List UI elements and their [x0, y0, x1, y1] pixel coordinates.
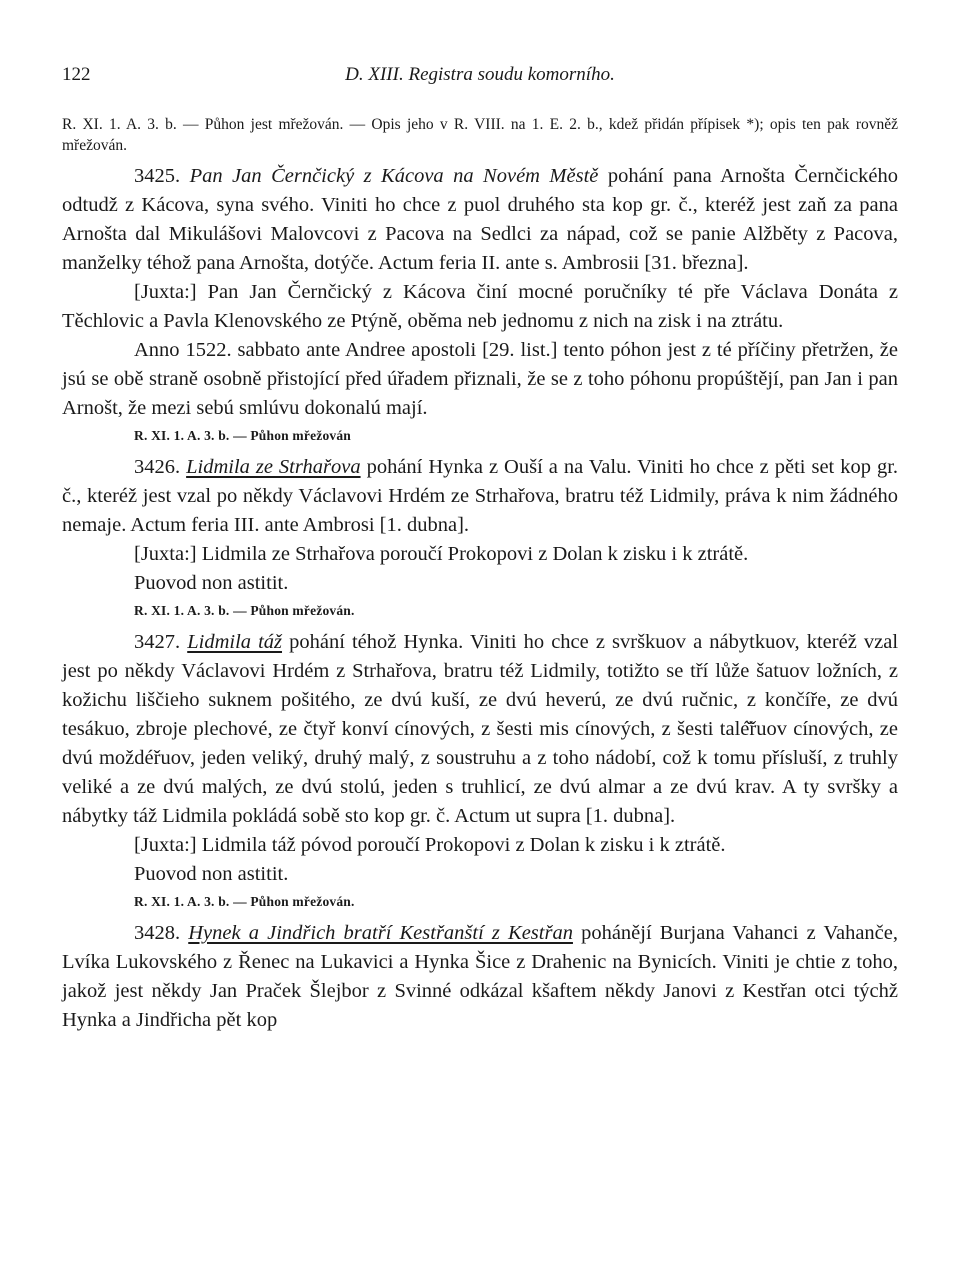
entry-3428	[62, 919, 898, 1035]
entry-number: 3426.	[134, 456, 181, 478]
entry-juxta: [Juxta:] Pan Jan Černčický z Kácova činí mocné poručníky té pře Václava Donáta z Těchlovic a Pavla Klenovského ze Ptýně, oběma neb jednomu z nich na zisk i na ztrátu.	[62, 281, 898, 332]
entry-juxta: [Juxta:] Lidmila ze Strhařova poroučí Prokopovi z Dolan k zisku i k ztrátě.	[134, 543, 749, 565]
top-note: R. XI. 1. A. 3. b. — Půhon jest mřežován. — Opis jeho v R. VIII. na 1. E. 2. b., kdež přidán přípisek *); opis ten pak rovněž mřežován.	[62, 116, 898, 154]
entry-number: 3428.	[134, 922, 181, 944]
entry-text: pohánějí Burjana Vahanci z Vahanče, Lvíka Lukovského z Řenec na Lukavici a Hynka Šice z Drahenic na Bynicích. Viniti je chtie z toho, jakož jest někdy Jan Praček Šlejbor z Svinné odkázal kšaftem někdy Janovi z Kestřan otci týchž Hynka a Jindřicha pět kop	[62, 922, 898, 1031]
entry-3425	[62, 162, 898, 278]
entry-text: pohání Hynka z Ouší a na Valu. Viniti ho chce z pěti set kop gr. č., kteréž jest vzal po někdy Václavovi Hrdém ze Strhařova, bratru též Lidmily, práva k nim žádného nemaje. Actum feria III. ante Ambrosi [1. dubna].	[62, 456, 899, 536]
entry-text: pohání téhož Hynka. Viniti ho chce z svrškuov a nábytkuov, kteréž vzal jest po někdy Václavovi Hrdém z Strhařova, bratru též Lidmily, totižto se tří lůže šatuov ložních, z kožichu liščieho suknem pošitého, ze dvú kuší, ze dvú heverú, ze dvú ručnic, z končíře, ze dvú tesákuo, zbroje plechové, ze čtyř konví cínových, z šesti mis cínových, z šesti talé̌řuov cínových, ze dvú moždéřuov, jeden veliký, druhý malý, z soustruhu a z toho nádobí, což k tomu přísluší, z truhly veliké a ze dvú malých, ze dvú stolú, jeden s truhlicí, ze dvú almar a ze dvú krav. A ty svršky a nábytky táž Lidmila pokládá sobě sto kop gr. č. Actum ut supra [1. dubna].	[62, 631, 899, 827]
entry-puovod: Puovod non astitit.	[134, 863, 289, 885]
entry-signature: R. XI. 1. A. 3. b. — Půhon mřežován	[134, 428, 352, 443]
entry-signature: R. XI. 1. A. 3. b. — Půhon mřežován.	[134, 894, 355, 909]
entry-party-name: Hynek a Jindřich bratří Kestřanští z Kestřan	[188, 922, 573, 944]
entry-juxta: [Juxta:] Lidmila táž póvod poroučí Prokopovi z Dolan k zisku i k ztrátě.	[134, 834, 726, 856]
entry-anno-note: Anno 1522. sabbato ante Andree apostoli [29. list.] tento póhon jest z té příčiny přetržen, že jsú se obě straně osobně přistojící před úřadem přiznali, že se z toho póhonu propúštějí, pan Jan i pan Arnošt, že mezi sebú smlúvu dokonalú mají.	[62, 339, 898, 419]
page-content	[62, 114, 898, 1035]
entry-party-name: Lidmila táž	[187, 631, 283, 653]
running-title: D. XIII. Registra soudu komorního.	[345, 64, 615, 85]
entry-party-name: Pan Jan Černčický z Kácova na Novém Městě	[189, 165, 599, 187]
entry-text: pohání pana Arnošta Černčického odtudž z Kácova, syna svého. Viniti ho chce z puol druhého sta kop gr. č., kteréž jest zaň za pana Arnošta dal Mikulášovi Malovcovi z Pacova na Sedlci za nápad, což se panie Alžběty z Pacova, manželky téhož pana Arnošta, dotýče. Actum feria II. ante s. Ambrosii [31. března].	[62, 165, 899, 274]
entry-puovod: Puovod non astitit.	[134, 572, 289, 594]
entry-signature: R. XI. 1. A. 3. b. — Půhon mřežován.	[134, 603, 355, 618]
entry-number: 3427.	[134, 631, 181, 653]
entry-3426	[62, 453, 898, 540]
entry-party-name: Lidmila ze Strhařova	[186, 456, 361, 478]
page-number: 122	[62, 64, 91, 85]
page-header	[62, 64, 898, 94]
entry-number: 3425.	[134, 165, 181, 187]
entry-3427	[62, 628, 898, 831]
